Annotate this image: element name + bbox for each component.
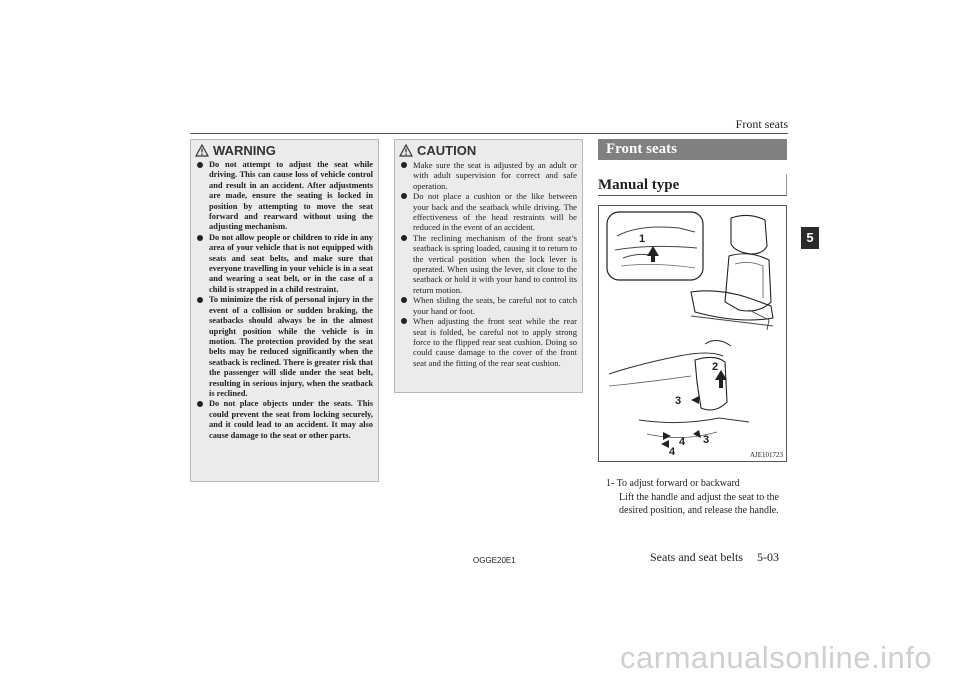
caution-item: Make sure the seat is adjusted by an adult or with adult supervision for correct and safe operation. (401, 160, 577, 191)
warning-triangle-icon (195, 144, 209, 157)
caution-list (395, 160, 582, 368)
bullet-icon (197, 401, 203, 407)
page-header-title: Front seats (735, 117, 788, 131)
section-title: Front seats (598, 139, 787, 160)
caution-triangle-icon (399, 144, 413, 157)
header-rule (190, 133, 788, 134)
watermark: carmanualsonline.info (620, 640, 933, 675)
chapter-tab: 5 (801, 227, 819, 249)
arrow-left-icon (663, 432, 671, 440)
instruction-text: Lift the handle and adjust the seat to the desired position, and release the handle. (619, 492, 779, 516)
figure-code: AJE101723 (749, 451, 783, 459)
bullet-icon (197, 235, 203, 241)
seat-illustration (599, 206, 786, 461)
bullet-icon (401, 162, 407, 168)
warning-item: To minimize the risk of personal injury in the event of a collision or sudden braking, the seatbacks should always be in the almost upright position while the vehicle is in motion. The protection provided by the seat belts may be reduced significantly when the seatback is reclined. There is greater risk that the passenger will slide under the seat belt, resulting in serious injury, when the seatback is reclined. (197, 295, 373, 399)
seat-adjustment-figure (598, 205, 787, 462)
warning-item: Do not place objects under the seats. This could prevent the seat from locking securely, and it could lead to an accident. It may also cause damage to the seat or other parts. (197, 399, 373, 441)
footer-code: OGGE20E1 (473, 556, 516, 565)
callout-1: 1 (639, 233, 646, 245)
caution-item: When sliding the seats, be careful not to catch your hand or foot. (401, 295, 577, 316)
callout-3: 3 (675, 395, 682, 407)
callout-2: 2 (712, 361, 719, 373)
instruction-heading: 1- To adjust forward or backward (606, 478, 740, 489)
bullet-icon (197, 297, 203, 303)
caution-item: The reclining mechanism of the front seat’s seatback is spring loaded, causing it to return to the vertical position when the lock lever is operated. When using the lever, sit close to the seatback or hold it with your hand to control its return motion. (401, 233, 577, 295)
footer-section-title: Seats and seat belts (650, 550, 743, 564)
warning-box (190, 139, 379, 482)
warning-list (191, 160, 378, 441)
warning-label: WARNING (213, 142, 276, 158)
page-number: 5-03 (757, 550, 779, 564)
bullet-icon (401, 318, 407, 324)
warning-header (191, 140, 378, 158)
caution-box (394, 139, 583, 393)
warning-item: Do not attempt to adjust the seat while driving. This can cause loss of vehicle control and result in an accident. After adjustments are made, ensure the seating is locked in position by attempting to move the seat forward and rearward without using the adjusting mechanism. (197, 160, 373, 233)
bullet-icon (401, 193, 407, 199)
bullet-icon (401, 297, 407, 303)
caution-item: Do not place a cushion or the like between your back and the seatback while driving. The effectiveness of the head restraints will be reduced in the event of an accident. (401, 191, 577, 233)
caution-item: When adjusting the front seat while the rear seat is folded, be careful not to apply strong force to the flipped rear seat cushion. Doing so could cause damage to the cover of the front seat and the fitting of the rear seat cushion. (401, 316, 577, 368)
bullet-icon (197, 162, 203, 168)
warning-item: Do not allow people or children to ride in any area of your vehicle that is not equipped with seats and seat belts, and make sure that everyone travelling in your vehicle is in a seat and wearing a seat belt, or in the case of a child is strapped in a child restraint. (197, 233, 373, 295)
arrow-left-icon (691, 396, 699, 404)
callout-4: 4 (669, 446, 676, 458)
callout-3: 3 (703, 434, 710, 446)
callout-4: 4 (679, 436, 686, 448)
caution-header (395, 140, 582, 158)
section-subtitle: Manual type (598, 174, 787, 196)
arrow-up-icon (647, 246, 659, 262)
arrow-left-icon (661, 440, 669, 448)
caution-label: CAUTION (417, 142, 477, 158)
bullet-icon (401, 235, 407, 241)
